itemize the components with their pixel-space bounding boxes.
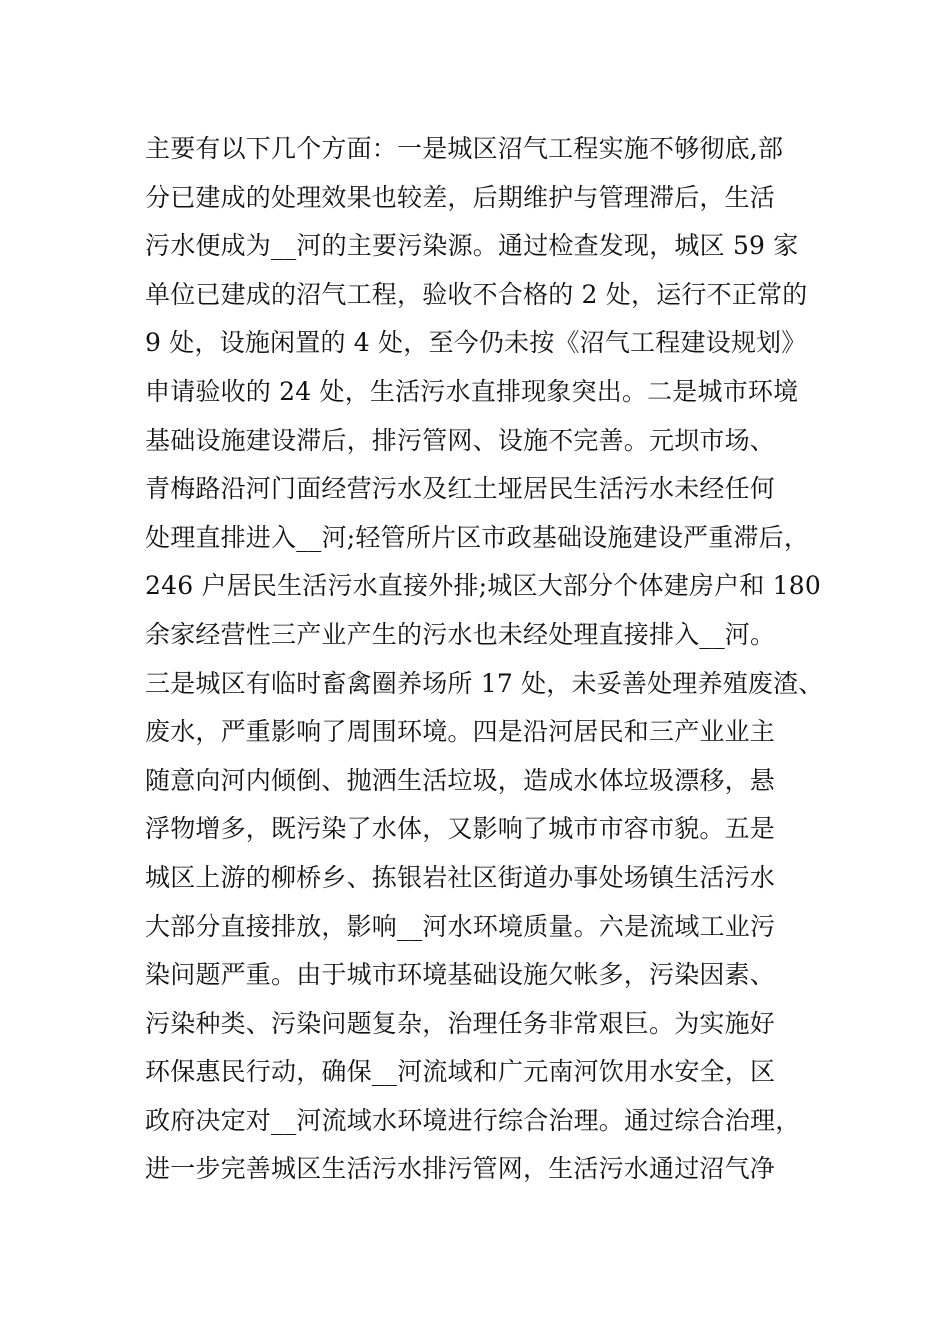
- text-line: 随意向河内倾倒、抛洒生活垃圾，造成水体垃圾漂移，悬: [145, 765, 776, 795]
- text-line: 青梅路沿河门面经营污水及红土垭居民生活污水未经任何: [145, 474, 776, 504]
- text-line: 大部分直接排放，影响__河水环境质量。六是流域工业污: [145, 911, 776, 941]
- text-line: 处理直排进入__河;轻管所片区市政基础设施建设严重滞后，: [145, 522, 810, 552]
- text-line: 申请验收的 24 处，生活污水直排现象突出。二是城市环境: [145, 376, 799, 406]
- text-line: 三是城区有临时畜禽圈养场所 17 处，未妥善处理养殖废渣、: [145, 668, 824, 698]
- text-line: 染问题严重。由于城市环境基础设施欠帐多，污染因素、: [145, 960, 776, 990]
- text-line: 城区上游的柳桥乡、拣银岩社区街道办事处场镇生活污水: [145, 862, 776, 892]
- text-line: 246 户居民生活污水直接外排;城区大部分个体建房户和 180: [145, 571, 821, 601]
- text-line: 废水，严重影响了周围环境。四是沿河居民和三产业业主: [145, 717, 776, 747]
- text-line: 单位已建成的沼气工程，验收不合格的 2 处，运行不正常的: [145, 279, 808, 309]
- body-text: [145, 125, 845, 1194]
- text-line: 余家经营性三产业产生的污水也未经处理直接排入__河。: [145, 619, 776, 649]
- text-line: 环保惠民行动，确保__河流域和广元南河饮用水安全，区: [145, 1057, 776, 1087]
- text-line: 浮物增多，既污染了水体，又影响了城市市容市貌。五是: [145, 814, 776, 844]
- text-line: 政府决定对__河流域水环境进行综合治理。通过综合治理，: [145, 1105, 801, 1135]
- text-line: 污染种类、污染问题复杂，治理任务非常艰巨。为实施好: [145, 1008, 776, 1038]
- text-line: 主要有以下几个方面：一是城区沼气工程实施不够彻底,部: [145, 134, 784, 163]
- text-line: 基础设施建设滞后，排污管网、设施不完善。元坝市场、: [145, 425, 776, 455]
- text-line: 分已建成的处理效果也较差，后期维护与管理滞后，生活: [145, 182, 776, 212]
- text-line: 9 处，设施闲置的 4 处，至今仍未按《沼气工程建设规划》: [145, 328, 807, 358]
- text-line: 进一步完善城区生活污水排污管网，生活污水通过沼气净: [145, 1154, 776, 1184]
- text-line: 污水便成为__河的主要污染源。通过检查发现，城区 59 家: [145, 231, 799, 261]
